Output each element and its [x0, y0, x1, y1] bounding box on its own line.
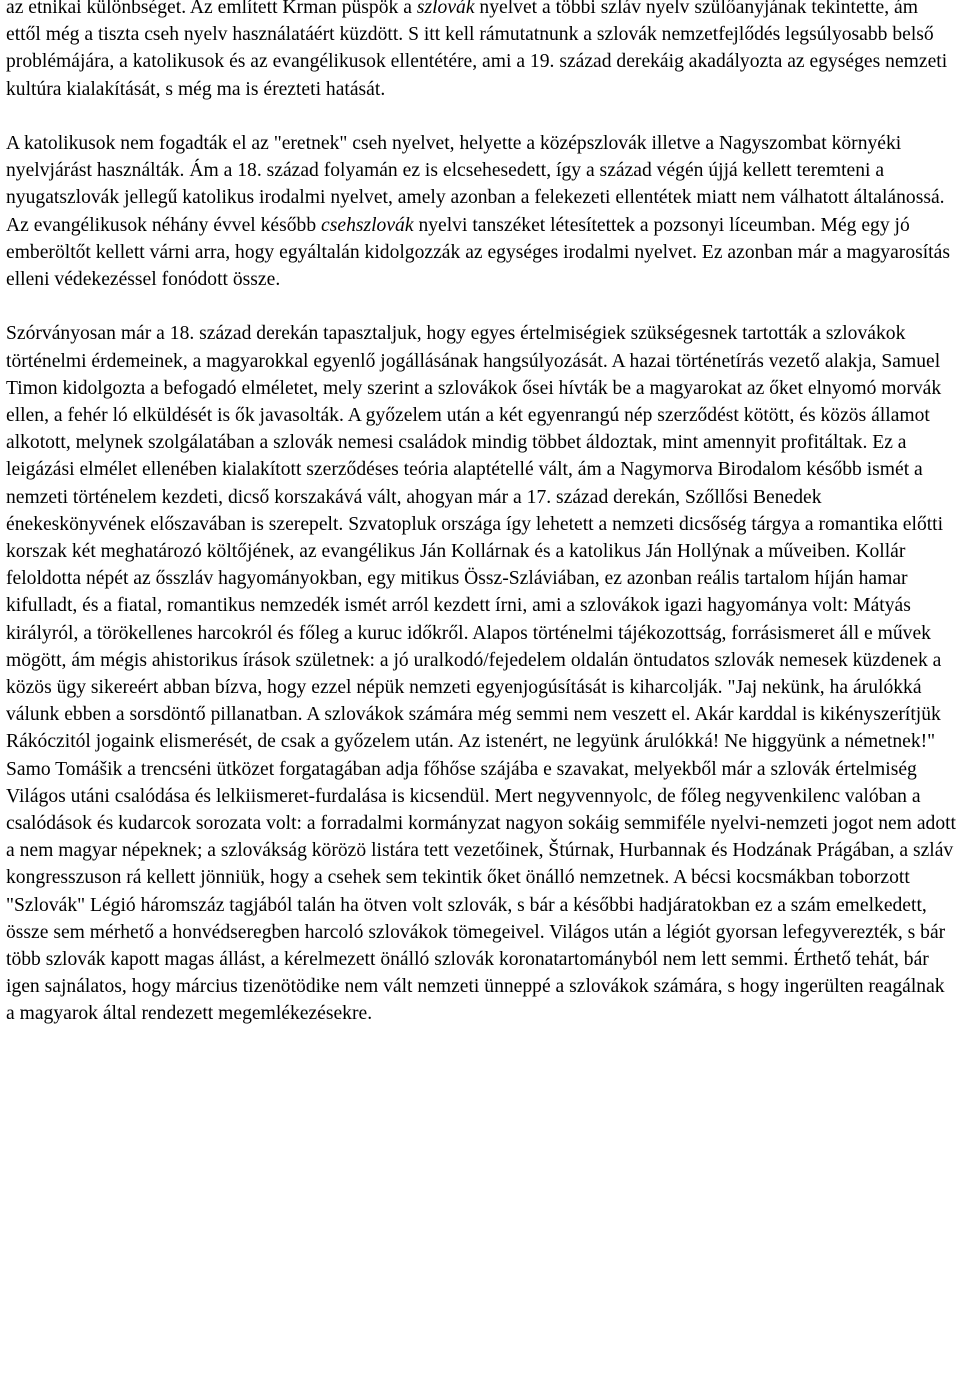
- paragraph-text: nyelvet a többi szláv nyelv szülőanyjának tekintette, ám ettől még a tiszta cseh nyelv használatáért küzdött. S itt kell rámutatnunk a szlovák nemzetfejlődés legsúlyosabb belső problémájára, a katolikusok és az evangélikusok ellentétére, ami a 19. század derekáig akadályozta az egységes nemzeti kultúra kialakítását, s még ma is érezteti hatását.: [6, 0, 948, 100]
- paragraph-text: Szórványosan már a 18. század derekán tapasztaljuk, hogy egyes értelmiségiek szükségesnek tartották a szlovákok történelmi érdemeinek, a magyarokkal egyenlő jogállásának hangsúlyozását. A hazai történetírás vezető alakja, Samuel Timon kidolgozta a befogadó elméletet, mely szerint a szlovákok ősei hívták be a magyarokat az őket elnyomó morvák ellen, a fehér ló elküldését is ők javasolták. A győzelem után a két egyenrangú nép szerződést kötött, és közös államot alkotott, melynek szolgálatában a szlovák nemesi családok mindig többet áldoztak, mint amennyit profitáltak. Ez a leigázási elmélet ellenében kialakított szerződéses teória alaptétellé vált, ám a Nagymorva Birodalom később ismét a nemzeti történelem kezdeti, dicső korszakává vált, ahogyan már a 17. század derekán, Szőllősi Benedek énekeskönyvének előszavában is szerepelt. Szvatopluk országa így lehetett a nemzeti dicsőség tárgya a romantika előtti korszak két meghatározó költőjének, az evangélikus Ján Kollárnak és a katolikus Ján Hollýnak a műveiben. Kollár feloldotta népét az ősszláv hagyományokban, egy mitikus Össz-Szláviában, ez azonban reális tartalom híján hamar kifulladt, és a fiatal, romantikus nemzedék ismét arról kezdett írni, ami a szlovákok igazi hagyománya volt: Mátyás királyról, a törökellenes harcokról és főleg a kuruc időkről. Alapos történelmi tájékozottság, forrásismeret áll e művek mögött, ám mégis ahistorikus írások születnek: a jó uralkodó/fejedelem oldalán öntudatos szlovák nemesek küzdenek a közös ügy sikereért abban bízva, hogy ezzel népük nemzeti egyenjogúsítását is kiharcolják. "Jaj nekünk, ha árulókká válunk ebben a sorsdöntő pillanatban. A szlovákok számára még semmi nem veszett el. Akár karddal is kikényszerítjük Rákóczitól jogaink elismerését, de csak a győzelem után. Az istenért, ne legyünk árulókká! Ne higgyünk a németnek!" Samo Tomášik a trencséni ütközet forgatagában adja főhőse szájába e szavakat, melyekből már a szlovák értelmiség Világos utáni csalódása és lelkiismeret-furdalása is kicsendül. Mert negyvennyolc, de főleg negyvenkilenc valóban a csalódások és kudarcok sorozata volt: a forradalmi kormányzat nagyon sokáig semmiféle nyelvi-nemzeti jogot nem adott a nem magyar népeknek; a szlovákság körözö listára tett vezetőinek, Štúrnak, Hurbannak és Hodzának Prágában, a szláv kongresszuson rá kellett jönniük, hogy a csehek sem tekintik őket önálló nemzetnek. A bécsi kocsmákban toborzott "Szlovák" Légió háromszáz tagjából talán ha ötven volt szlovák, s bár a későbbi hadjáratokban ez a szám emelkedett, össze sem mérhető a honvédseregben harcoló szlovákok tömegeivel. Világos után a légiót gyorsan lefegyverezték, s bár több szlovák kapott magas állást, a kérelmezett önálló szlovák koronatartományból nem lett semmi. Érthető tehát, bár igen sajnálatos, hogy március tizenötödike nem vált nemzeti ünneppé a szlovákok számára, s hogy ingerülten reagálnak a magyarok által rendezett megemlékezésekre.: [6, 323, 957, 1025]
- paragraph-text: nyelvi tanszéket létesítettek a pozsonyi líceumban. Még egy jó emberöltőt kellett várni arra, hogy egyáltalán kidolgozzák az egységes irodalmi nyelvet. Ez azonban már a magyarosítás elleni védekezéssel fonódott össze.: [6, 214, 950, 291]
- paragraph: [6, 130, 957, 293]
- italic-term: csehszlovák: [321, 214, 414, 236]
- paragraph: [6, 320, 957, 1027]
- paragraph-text: az etnikai különbséget. Az említett Krman püspök a: [6, 0, 417, 18]
- document-body: [6, 0, 957, 1028]
- paragraph-text: A katolikusok nem fogadták el az "eretnek" cseh nyelvet, helyette a középszlovák illetve a Nagyszombat környéki nyelvjárást használták. Ám a 18. század folyamán ez is elcsehesedett, így a század végén újjá kellett teremteni a nyugatszlovák jellegű katolikus irodalmi nyelvet, amely azonban a felekezeti ellentétek miatt nem válhatott általánossá. Az evangélikusok néhány évvel később: [6, 133, 945, 236]
- paragraph: [6, 0, 957, 103]
- italic-term: szlovák: [416, 0, 475, 18]
